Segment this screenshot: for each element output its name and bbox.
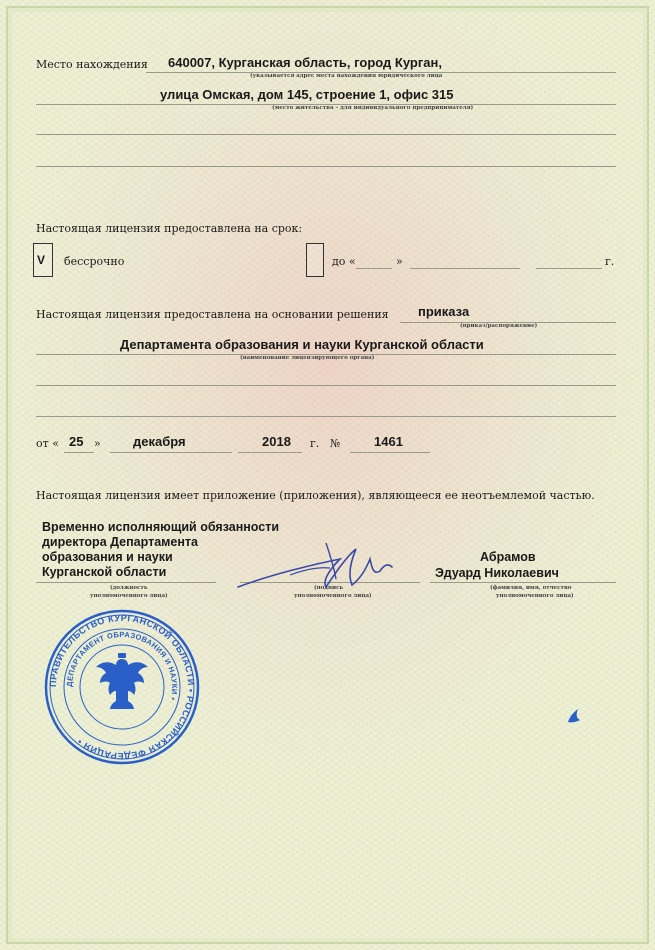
address-line1-value: 640007, Курганская область, город Курган, [168,55,442,70]
name-caption-1: (фамилия, имя, отчество [490,585,572,591]
date-year-suffix: г. [310,437,320,450]
eagle-emblem-icon [96,653,148,709]
number-line [350,452,430,453]
until-close: » [396,255,403,268]
stamp-inner-text: ДЕПАРТАМЕНТ ОБРАЗОВАНИЯ И НАУКИ • [64,629,180,702]
signatory-position-line4: Курганской области [42,565,167,579]
unlimited-label: бессрочно [64,255,125,268]
decision-type-value: приказа [418,304,470,319]
ink-blot [564,706,584,726]
position-line [36,582,216,583]
until-year-line [536,268,602,269]
blank-line [36,416,616,417]
until-checkbox [306,243,324,277]
signatory-name: Эдуард Николаевич [435,566,559,580]
until-prefix: до « [332,255,356,268]
appendix-note: Настоящая лицензия имеет приложение (приложения), являющееся ее неотъемлемой частью. [36,489,595,502]
blank-line [36,166,616,167]
term-label: Настоящая лицензия предоставлена на срок: [36,222,303,235]
address-caption-1: (указывается адрес места нахождения юридического лица [250,73,443,79]
signatory-position-line3: образования и науки [42,550,173,564]
date-year: 2018 [262,434,291,449]
page-border [6,6,649,944]
signatory-position-line1: Временно исполняющий обязанности [42,520,280,534]
until-day-line [356,268,392,269]
address-caption-2: (место жительства – для индивидуального предпринимателя) [272,105,474,111]
until-month-line [410,268,520,269]
date-from-prefix: от « [36,437,59,450]
date-day-line [64,452,94,453]
basis-label: Настоящая лицензия предоставлена на основании решения [36,308,389,321]
address-line2-value: улица Омская, дом 145, строение 1, офис 315 [160,87,454,102]
blank-line [36,385,616,386]
date-month: декабря [133,434,186,449]
until-year-suffix: г. [605,255,615,268]
authority-value: Департамента образования и науки Курганской области [120,337,484,352]
signature-caption-1: (подпись [314,585,344,591]
handwritten-signature [230,535,410,605]
authority-caption: (наименование лицензирующего органа) [240,355,375,361]
date-month-line [110,452,232,453]
name-caption-2: уполномоченного лица) [496,593,574,599]
signatory-surname: Абрамов [480,550,536,564]
license-number: 1461 [374,434,403,449]
number-sign: № [330,437,341,450]
signatory-position-line2: директора Департамента [42,535,198,549]
checkbox-mark: V [37,253,46,267]
date-day: 25 [69,434,84,449]
position-caption-1: (должность [110,585,148,591]
blank-line [36,134,616,135]
date-day-close: » [94,437,101,450]
address-label: Место нахождения [36,58,148,71]
official-stamp [42,607,202,767]
stamp-outer-text: ПРАВИТЕЛЬСТВО КУРГАНСКОЙ ОБЛАСТИ • РОССИЙСКАЯ ФЕДЕРАЦИЯ • [47,612,197,762]
date-year-line [238,452,302,453]
decision-type-caption: (приказ/распоряжение) [460,323,538,329]
position-caption-2: уполномоченного лица) [90,593,168,599]
name-line [430,582,616,583]
signature-caption-2: уполномоченного лица) [294,593,372,599]
